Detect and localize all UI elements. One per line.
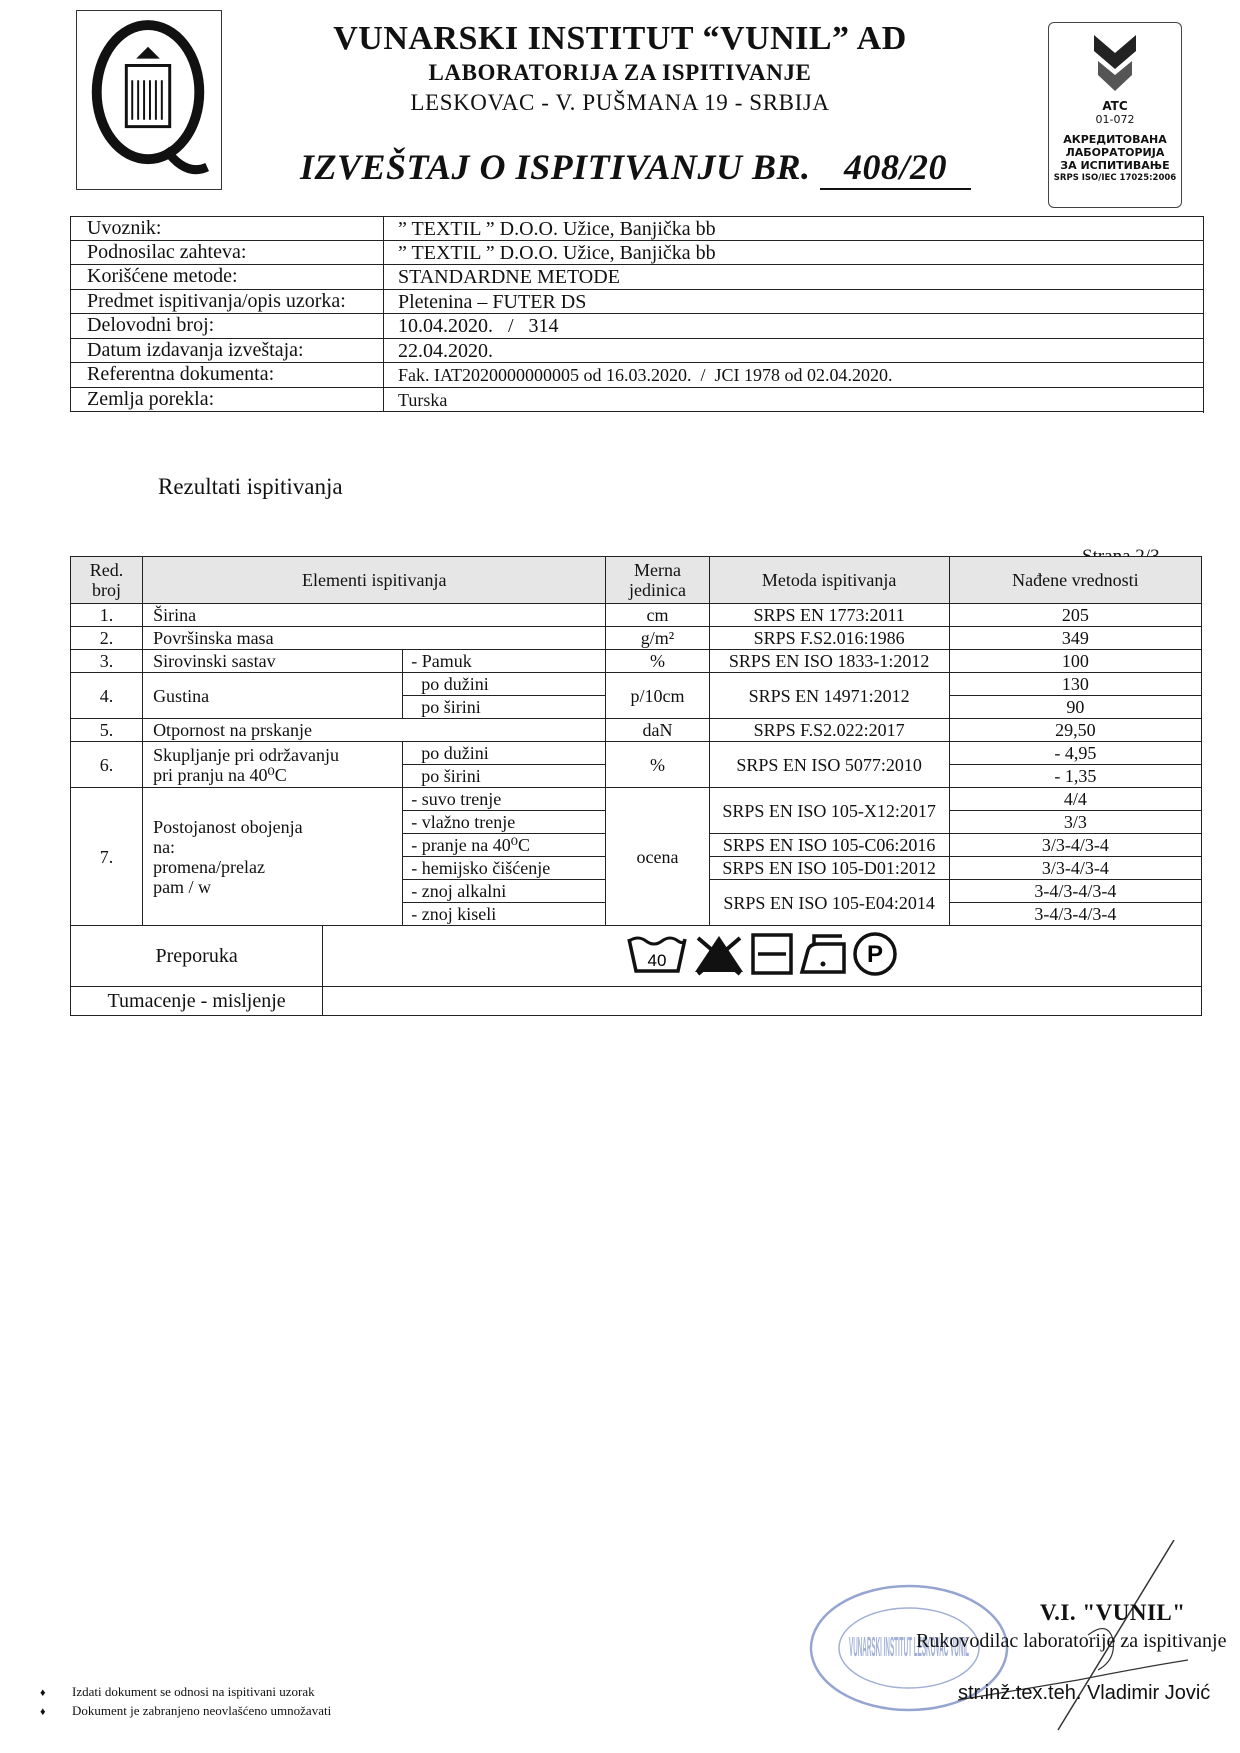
row-unit: % xyxy=(606,650,709,673)
laboratory-name: LABORATORIJA ZA ISPITIVANJE xyxy=(428,60,812,85)
info-label: Zemlja porekla: xyxy=(70,388,384,413)
info-value: Fak. IAT2020000000005 od 16.03.2020. / JCI 1978 od 02.04.2020. xyxy=(384,363,1204,388)
row-no: 3. xyxy=(71,650,143,673)
table-row xyxy=(71,627,1202,650)
row-no: 2. xyxy=(71,627,143,650)
info-row-references xyxy=(70,363,1204,388)
care-symbols-cell xyxy=(323,926,1202,987)
table-row xyxy=(71,788,1202,811)
row-unit: p/10cm xyxy=(606,673,709,719)
info-label: Predmet ispitivanja/opis uzorka: xyxy=(70,290,384,315)
row-no: 1. xyxy=(71,604,143,627)
care-symbols xyxy=(327,931,1197,981)
row-method: SRPS EN ISO 105-E04:2014 xyxy=(709,880,949,926)
info-value: Pletenina – FUTER DS xyxy=(384,290,1204,315)
info-row-origin xyxy=(70,388,1204,413)
row-element: Otpornost na prskanje xyxy=(143,719,606,742)
info-label: Korišćene metode: xyxy=(70,265,384,290)
info-row-importer xyxy=(70,216,1204,241)
row-unit: cm xyxy=(606,604,709,627)
row-sub-element: po širini xyxy=(403,765,606,788)
interpretation-label: Tumacenje - misljenje xyxy=(71,987,323,1016)
info-label: Datum izdavanja izveštaja: xyxy=(70,339,384,364)
row-value: 3/3 xyxy=(949,811,1201,834)
info-row-requester xyxy=(70,241,1204,266)
info-row-subject xyxy=(70,290,1204,315)
report-title xyxy=(300,146,971,190)
row-element: Gustina xyxy=(143,673,403,719)
footer-notes xyxy=(40,1683,331,1721)
row-element xyxy=(143,742,403,788)
footer-note: ♦ Izdati dokument se odnosi na ispitivani uzorak xyxy=(40,1683,331,1702)
report-info-table xyxy=(70,216,1204,412)
row-element-line: Skupljanje pri održavanju xyxy=(153,744,340,765)
row-sub-element: - hemijsko čišćenje xyxy=(403,857,606,880)
tumble-dry-icon xyxy=(750,932,794,980)
recommendation-label: Preporuka xyxy=(71,926,323,987)
table-row xyxy=(71,604,1202,627)
row-unit: daN xyxy=(606,719,709,742)
row-sub-element: po dužini xyxy=(403,742,606,765)
row-element: Širina xyxy=(143,604,606,627)
institute-address: LESKOVAC - V. PUŠMANA 19 - SRBIJA xyxy=(410,90,830,115)
row-value: - 4,95 xyxy=(949,742,1201,765)
report-title-prefix: IZVEŠTAJ O ISPITIVANJU BR. xyxy=(300,147,811,187)
vunil-q-logo-icon xyxy=(77,11,221,189)
info-value: STANDARDNE METODE xyxy=(384,265,1204,290)
row-value: 3-4/3-4/3-4 xyxy=(949,903,1201,926)
table-row xyxy=(71,742,1202,765)
info-label: Delovodni broj: xyxy=(70,314,384,339)
row-value: - 1,35 xyxy=(949,765,1201,788)
header-method: Metoda ispitivanja xyxy=(709,557,949,604)
row-value: 29,50 xyxy=(949,719,1201,742)
row-sub-element: - Pamuk xyxy=(403,650,606,673)
header-values: Nađene vrednosti xyxy=(949,557,1201,604)
info-value: 22.04.2020. xyxy=(384,339,1204,364)
info-row-file-number xyxy=(70,314,1204,339)
row-unit: ocena xyxy=(606,788,709,926)
row-method: SRPS F.S2.016:1986 xyxy=(709,627,949,650)
row-method: SRPS EN ISO 5077:2010 xyxy=(709,742,949,788)
row-value: 3/3-4/3-4 xyxy=(949,857,1201,880)
info-row-methods xyxy=(70,265,1204,290)
report-number: 408/20 xyxy=(820,146,971,190)
no-bleach-icon xyxy=(692,932,746,980)
table-row xyxy=(71,650,1202,673)
row-element-line: promena/prelaz xyxy=(153,856,265,877)
row-sub-element: - pranje na 40⁰C xyxy=(403,834,606,857)
footer-note: ♦ Dokument je zabranjeno neovlašćeno umnožavati xyxy=(40,1702,331,1721)
row-method: SRPS F.S2.022:2017 xyxy=(709,719,949,742)
table-row xyxy=(71,673,1202,696)
row-no: 6. xyxy=(71,742,143,788)
accreditation-badge xyxy=(1048,22,1182,208)
row-value: 3/3-4/3-4 xyxy=(949,834,1201,857)
row-element: Sirovinski sastav xyxy=(143,650,403,673)
row-value: 4/4 xyxy=(949,788,1201,811)
row-value: 100 xyxy=(949,650,1201,673)
header-no: Red. broj xyxy=(71,557,143,604)
row-method: SRPS EN 14971:2012 xyxy=(709,673,949,719)
results-table xyxy=(70,556,1202,1016)
row-element-line: pam / w xyxy=(153,876,212,897)
atc-line-2: ЛАБОРАТОРИЈА xyxy=(1065,146,1165,159)
info-value: ” TEXTIL ” D.O.O. Užice, Banjička bb xyxy=(384,241,1204,266)
info-label: Uvoznik: xyxy=(70,216,384,241)
atc-line-3: ЗА ИСПИТИВАЊЕ xyxy=(1060,159,1170,172)
row-sub-element: po dužini xyxy=(403,673,606,696)
info-value: Turska xyxy=(384,388,1204,413)
row-value: 349 xyxy=(949,627,1201,650)
recommendation-row xyxy=(71,926,1202,987)
row-unit: % xyxy=(606,742,709,788)
row-sub-element: - suvo trenje xyxy=(403,788,606,811)
atc-emblem-icon xyxy=(1088,31,1142,95)
row-method: SRPS EN ISO 105-C06:2016 xyxy=(709,834,949,857)
signature-lab-name: V.I. "VUNIL" xyxy=(1040,1600,1186,1625)
stamp-text: VUNARSKI INSTITUT LESKOVAC VUNIL xyxy=(849,1631,969,1662)
atc-number: 01-072 xyxy=(1095,113,1135,126)
info-row-issue-date xyxy=(70,339,1204,364)
row-sub-element: - vlažno trenje xyxy=(403,811,606,834)
results-title: Rezultati ispitivanja xyxy=(158,474,343,499)
info-label: Podnosilac zahteva: xyxy=(70,241,384,266)
header-unit: Merna jedinica xyxy=(606,557,709,604)
interpretation-row xyxy=(71,987,1202,1016)
signature-role: Rukovodilac laboratorije za ispitivanje xyxy=(916,1630,1227,1652)
dry-clean-p-icon xyxy=(852,931,898,981)
table-row xyxy=(71,719,1202,742)
dry-clean-letter: P xyxy=(867,941,884,968)
row-no: 4. xyxy=(71,673,143,719)
wash-temperature: 40 xyxy=(647,951,667,970)
row-method: SRPS EN 1773:2011 xyxy=(709,604,949,627)
row-element-line: pri pranju na 40⁰C xyxy=(153,764,287,785)
row-no: 7. xyxy=(71,788,143,926)
iron-icon xyxy=(798,932,848,980)
row-value: 3-4/3-4/3-4 xyxy=(949,880,1201,903)
row-element-line: na: xyxy=(153,836,176,857)
signatory-name: str.inž.tex.teh. Vladimir Jović xyxy=(958,1682,1211,1704)
row-sub-element: po širini xyxy=(403,696,606,719)
atc-standard: SRPS ISO/IEC 17025:2006 xyxy=(1053,173,1177,183)
row-value: 130 xyxy=(949,673,1201,696)
row-method: SRPS EN ISO 105-D01:2012 xyxy=(709,857,949,880)
info-value: 10.04.2020. / 314 xyxy=(384,314,1204,339)
row-method: SRPS EN ISO 105-X12:2017 xyxy=(709,788,949,834)
wash-40-icon xyxy=(626,933,688,979)
row-element-line: Postojanost obojenja xyxy=(153,816,303,837)
row-element xyxy=(143,788,403,926)
info-label: Referentna dokumenta: xyxy=(70,363,384,388)
atc-code: ATC xyxy=(1102,99,1128,113)
info-value: ” TEXTIL ” D.O.O. Užice, Banjička bb xyxy=(384,216,1204,241)
atc-line-1: АКРЕДИТОВАНА xyxy=(1063,133,1167,146)
institute-logo xyxy=(76,10,222,190)
row-value: 90 xyxy=(949,696,1201,719)
row-sub-element: - znoj alkalni xyxy=(403,880,606,903)
row-method: SRPS EN ISO 1833-1:2012 xyxy=(709,650,949,673)
interpretation-value xyxy=(323,987,1202,1016)
row-value: 205 xyxy=(949,604,1201,627)
row-no: 5. xyxy=(71,719,143,742)
table-header-row xyxy=(71,557,1202,604)
row-unit: g/m² xyxy=(606,627,709,650)
row-element: Površinska masa xyxy=(143,627,606,650)
header-elements: Elementi ispitivanja xyxy=(143,557,606,604)
row-sub-element: - znoj kiseli xyxy=(403,903,606,926)
institute-name: VUNARSKI INSTITUT “VUNIL” AD xyxy=(333,20,907,57)
